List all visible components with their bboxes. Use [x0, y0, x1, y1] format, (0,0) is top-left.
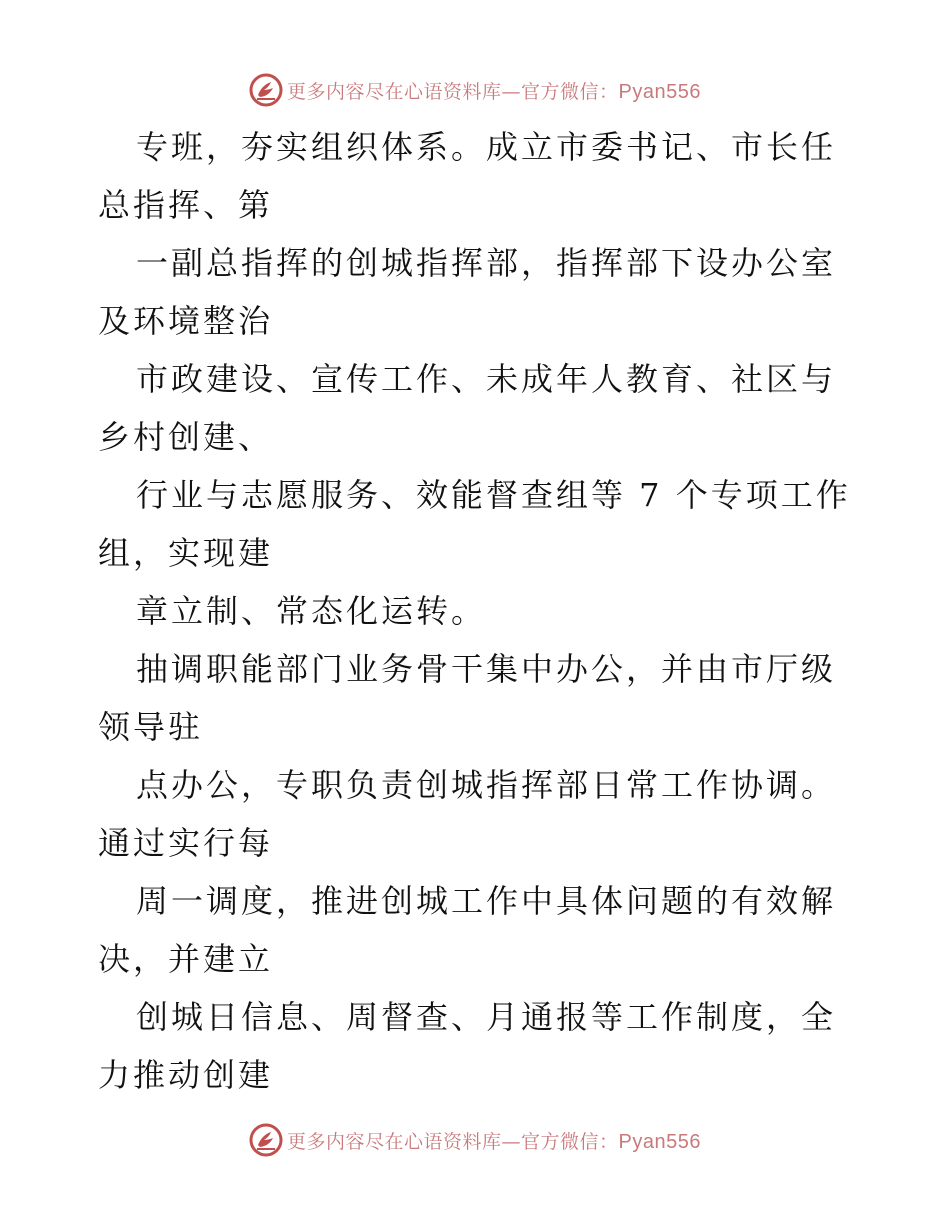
paragraph: 抽调职能部门业务骨干集中办公，并由市厅级领导驻 — [98, 650, 837, 746]
footer-banner-chinese: 更多内容尽在心语资料库—官方微信： — [287, 1130, 619, 1153]
paragraph: 专班，夯实组织体系。成立市委书记、市长任总指挥、第 — [98, 128, 837, 224]
paragraph: 一副总指挥的创城指挥部，指挥部下设办公室及环境整治 — [98, 244, 837, 340]
header-banner[interactable] — [0, 70, 950, 110]
footer-banner-text — [287, 1127, 701, 1154]
paragraph: 市政建设、宣传工作、未成年人教育、社区与乡村创建、 — [98, 360, 837, 456]
book-logo-icon — [249, 1123, 283, 1157]
paragraph: 创城日信息、周督查、月通报等工作制度，全力推动创建 — [98, 998, 837, 1094]
paragraph: 章立制、常态化运转。 — [136, 592, 487, 630]
paragraph: 周一调度，推进创城工作中具体问题的有效解决，并建立 — [98, 882, 837, 978]
paragraph: 行业与志愿服务、效能督查组等 7 个专项工作组，实现建 — [98, 476, 851, 572]
header-banner-chinese: 更多内容尽在心语资料库—官方微信： — [287, 80, 619, 103]
footer-banner-id: Pyan556 — [618, 1130, 701, 1153]
header-banner-text — [287, 77, 701, 104]
footer-banner[interactable] — [0, 1120, 950, 1160]
paragraph: 点办公，专职负责创城指挥部日常工作协调。通过实行每 — [98, 766, 837, 862]
book-logo-icon — [249, 73, 283, 107]
document-body — [98, 118, 868, 1104]
header-banner-id: Pyan556 — [618, 80, 701, 103]
